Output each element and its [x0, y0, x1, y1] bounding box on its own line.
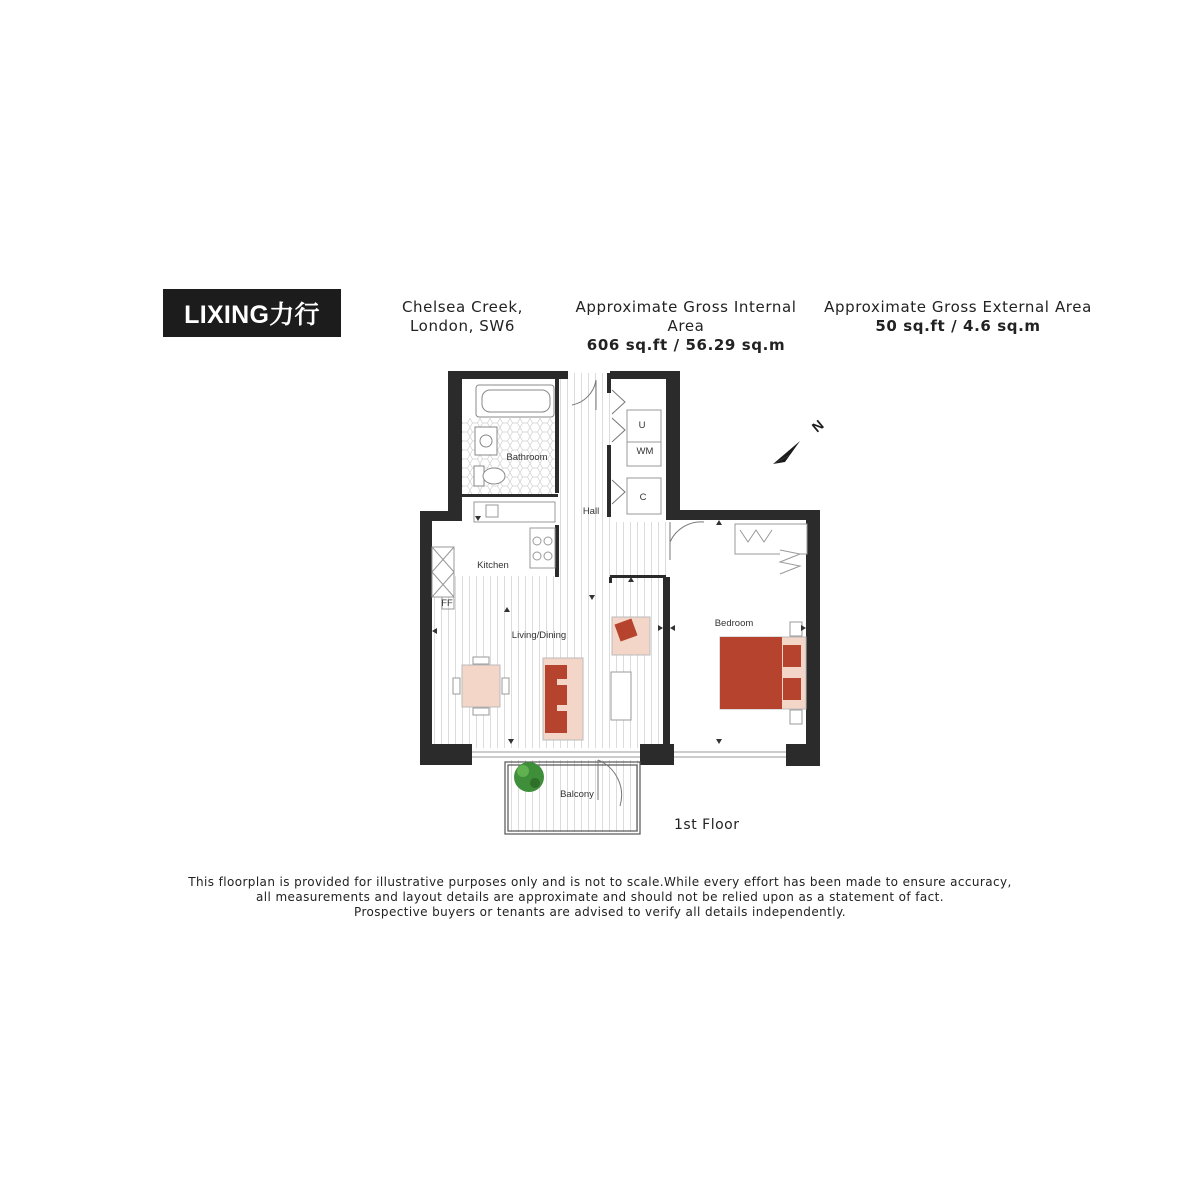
north-arrow-icon — [773, 417, 827, 464]
internal-area-value: 606 sq.ft / 56.29 sq.m — [586, 336, 786, 354]
disclaimer-line-2: all measurements and layout details are approximate and should not be relied upon as a statement of fact. — [256, 890, 944, 904]
double-bed — [720, 622, 806, 724]
svg-text:N: N — [808, 416, 827, 436]
cupboard-ff-label: FF — [441, 598, 453, 609]
location-line-1: Chelsea Creek, — [401, 298, 523, 316]
location-line-2: London, SW6 — [409, 317, 515, 335]
armchair — [612, 617, 650, 655]
bathroom-label: Bathroom — [506, 452, 548, 463]
cupboard-c-label: C — [639, 492, 647, 503]
hall-label: Hall — [582, 506, 600, 517]
disclaimer — [150, 875, 1050, 920]
kitchen-tall-units — [432, 547, 454, 597]
kitchen-label: Kitchen — [477, 560, 509, 571]
cupboard-u-label: U — [638, 420, 646, 431]
external-area-label: Approximate Gross External Area — [824, 298, 1092, 316]
hall-to-bedroom-floor — [610, 522, 666, 577]
tv-unit — [611, 672, 631, 720]
external-area-value: 50 sq.ft / 4.6 sq.m — [875, 317, 1041, 335]
bathtub — [476, 385, 554, 417]
disclaimer-line-1: This floorplan is provided for illustrative purposes only and is not to scale.While every effort has been made to ensure accuracy, — [188, 875, 1012, 889]
floor-label: 1st Floor — [674, 817, 740, 833]
sofa — [543, 658, 583, 740]
cupboard-wm-label: WM — [636, 446, 654, 457]
toilet — [474, 466, 505, 486]
balcony-label: Balcony — [560, 789, 594, 800]
living-dining-label: Living/Dining — [511, 630, 567, 641]
plant-icon — [514, 762, 544, 792]
bathroom-basin — [475, 427, 497, 455]
bedroom-label: Bedroom — [714, 618, 754, 629]
disclaimer-line-3: Prospective buyers or tenants are advised to verify all details independently. — [354, 905, 846, 919]
brand-logo: LIXING力行 — [163, 289, 341, 337]
internal-area-label: Approximate Gross Internal Area — [575, 298, 797, 335]
wardrobe — [735, 524, 807, 574]
